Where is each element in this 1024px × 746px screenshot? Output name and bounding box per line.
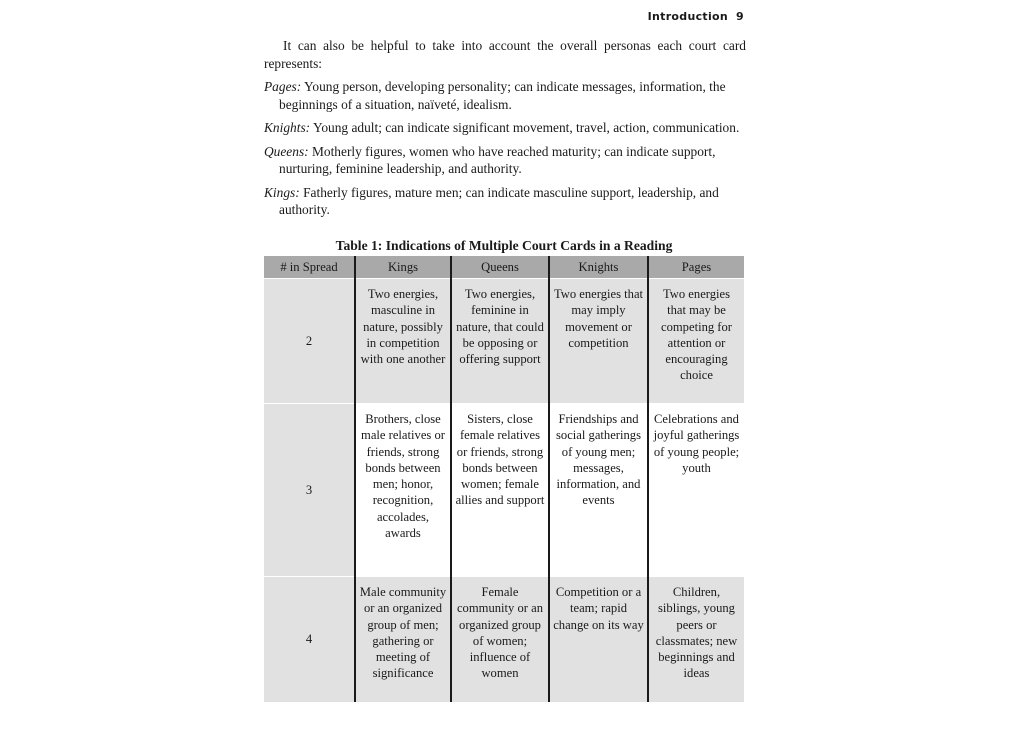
persona-term: Queens:	[264, 143, 309, 159]
table-cell: Sisters, close female relatives or friends, strong bonds between women; female allies and support	[451, 404, 549, 577]
persona-pages	[264, 78, 746, 113]
table-caption: Table 1: Indications of Multiple Court Cards in a Reading	[335, 238, 673, 253]
persona-knights	[264, 119, 746, 137]
persona-desc: Young person, developing personality; can indicate messages, information, the beginnings of a situation, naïveté, idealism.	[279, 79, 726, 112]
table-header-row	[264, 256, 744, 279]
table-cell: Two energies that may imply movement or competition	[549, 279, 648, 404]
table-cell: Competition or a team; rapid change on its way	[549, 577, 648, 703]
persona-queens	[264, 143, 746, 178]
section-title: Introduction	[647, 10, 729, 23]
header-knights: Knights	[549, 256, 648, 279]
table-cell: Friendships and social gatherings of young men; messages, information, and events	[549, 404, 648, 577]
table-cell: Two energies, masculine in nature, possibly in competition with one another	[355, 279, 451, 404]
table-cell: Children, siblings, young peers or classmates; new beginnings and ideas	[648, 577, 744, 703]
court-cards-table	[264, 256, 744, 702]
persona-term: Kings:	[264, 184, 300, 200]
header-queens: Queens	[451, 256, 549, 279]
header-kings: Kings	[355, 256, 451, 279]
table-cell: Female community or an organized group of women; influence of women	[451, 577, 549, 703]
table-row	[264, 279, 744, 404]
body-text	[264, 37, 746, 225]
row-count: 2	[264, 279, 355, 404]
persona-kings	[264, 184, 746, 219]
intro-paragraph: It can also be helpful to take into account the overall personas each court card represents:	[264, 38, 746, 71]
table-cell: Two energies that may be competing for attention or encouraging choice	[648, 279, 744, 404]
table-cell: Brothers, close male relatives or friends, strong bonds between men; honor, recognition, accolades, awards	[355, 404, 451, 577]
table-cell: Two energies, feminine in nature, that could be opposing or offering support	[451, 279, 549, 404]
persona-desc: Fatherly figures, mature men; can indicate masculine support, leadership, and authority.	[279, 184, 719, 217]
row-count: 3	[264, 404, 355, 577]
running-header	[600, 10, 744, 23]
persona-desc: Young adult; can indicate significant movement, travel, action, communication.	[313, 120, 740, 135]
table-row	[264, 577, 744, 703]
table-cell: Male community or an organized group of men; gathering or meeting of significance	[355, 577, 451, 703]
header-pages: Pages	[648, 256, 744, 279]
row-count: 4	[264, 577, 355, 703]
page-number: 9	[736, 10, 744, 23]
persona-term: Pages:	[264, 79, 302, 94]
persona-desc: Motherly figures, women who have reached maturity; can indicate support, nurturing, feminine leadership, and authority.	[279, 143, 716, 176]
persona-term: Knights:	[264, 120, 311, 135]
table-cell: Celebrations and joyful gatherings of young people; youth	[648, 404, 744, 577]
header-count: # in Spread	[264, 256, 355, 279]
table-row	[264, 404, 744, 577]
